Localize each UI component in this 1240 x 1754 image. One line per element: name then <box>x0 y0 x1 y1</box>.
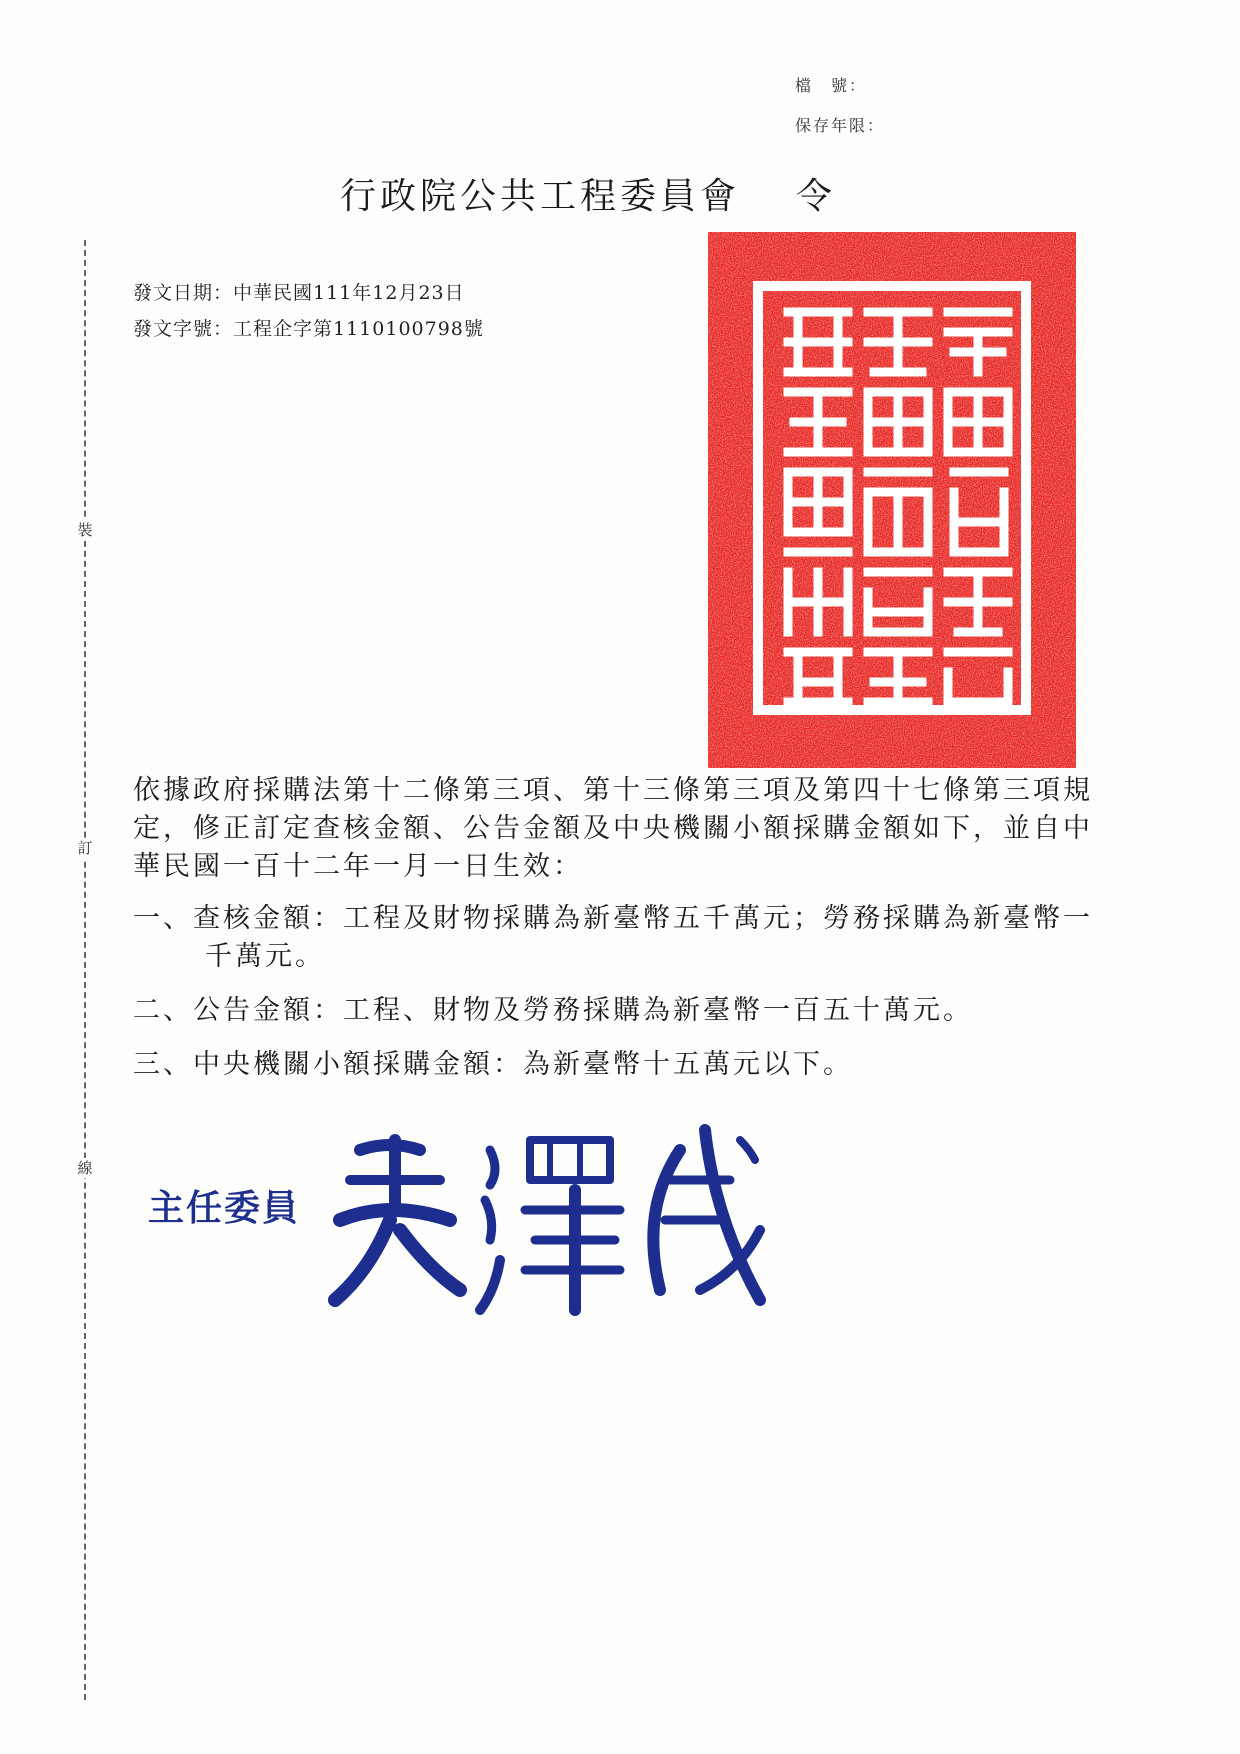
binding-char-xian: 線 <box>72 1158 98 1178</box>
binding-char-ding: 訂 <box>72 838 98 858</box>
binding-char-zhuang: 裝 <box>72 520 98 540</box>
official-seal-stamp <box>708 232 1076 768</box>
binding-line <box>84 240 86 1700</box>
order-label: 令 <box>796 176 837 217</box>
issue-date: 發文日期：中華民國111年12月23日 <box>133 282 465 304</box>
handwritten-signature <box>320 1120 780 1320</box>
order-body <box>133 772 1093 1100</box>
signature-block <box>140 1120 780 1320</box>
file-number-label: 檔 號： <box>795 76 868 95</box>
issuer-name: 行政院公共工程委員會 <box>340 176 741 217</box>
order-item-1: 一、查核金額：工程及財物採購為新臺幣五千萬元；勞務採購為新臺幣一千萬元。 <box>133 903 1093 972</box>
page-title <box>340 168 836 219</box>
order-item-2: 二、公告金額：工程、財物及勞務採購為新臺幣一百五十萬元。 <box>133 995 973 1026</box>
order-intro: 依據政府採購法第十二條第三項、第十三條第三項及第四十七條第三項規定，修正訂定查核金額、公告金額及中央機關小額採購金額如下，並自中華民國一百十二年一月一日生效： <box>133 775 1093 882</box>
issue-info <box>133 275 484 347</box>
signatory-title: 主任委員 <box>148 1188 301 1229</box>
archive-meta <box>795 66 885 146</box>
issue-number: 發文字號：工程企字第1110100798號 <box>133 318 484 340</box>
order-item-3: 三、中央機關小額採購金額：為新臺幣十五萬元以下。 <box>133 1049 853 1080</box>
retention-label: 保存年限： <box>795 116 886 135</box>
